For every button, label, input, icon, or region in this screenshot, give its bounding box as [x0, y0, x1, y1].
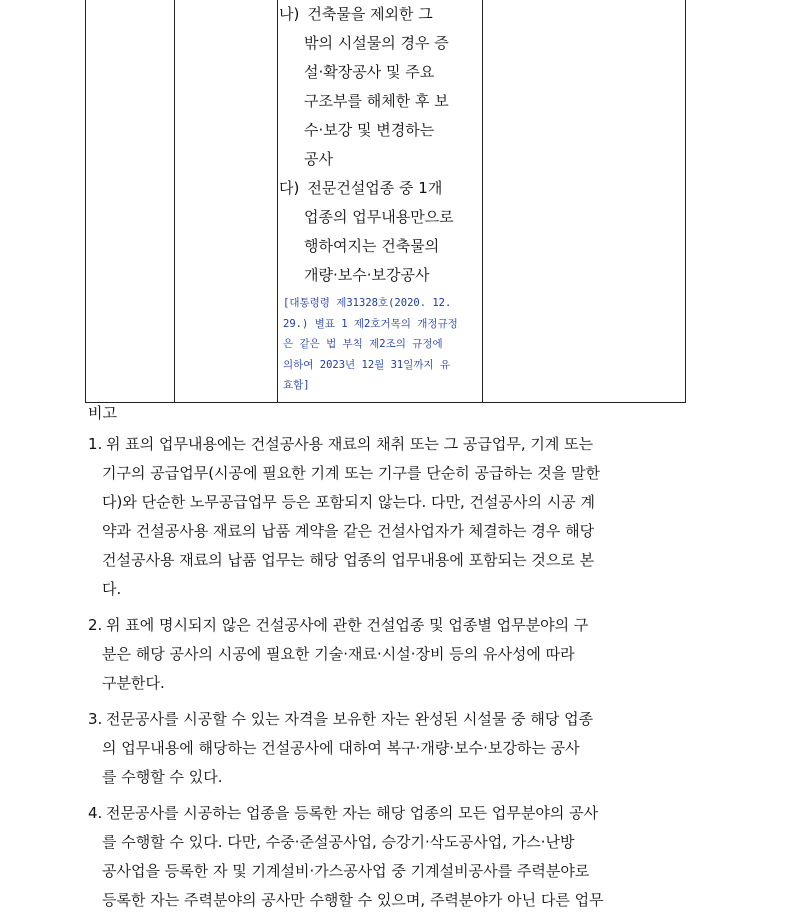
remark-4-line-1: 를 수행할 수 있다. 다만, 수중·준설공사업, 승강기·삭도공사업, 가스·난방 — [102, 833, 575, 851]
table-column-divider — [174, 0, 175, 402]
item-na-line-5: 공사 — [304, 150, 333, 168]
remark-1-line-4: 건설공사용 재료의 납품 업무는 해당 업종의 업무내용에 포함되는 것으로 본 — [102, 551, 595, 569]
remark-3-line-1: 의 업무내용에 해당하는 건설공사에 대하여 복구·개량·보수·보강하는 공사 — [102, 739, 580, 757]
remark-item-2 — [88, 611, 684, 698]
remark-3-number: 3. — [88, 710, 103, 728]
remark-2-line-2: 구분한다. — [102, 674, 165, 692]
remark-1-number: 1. — [88, 435, 103, 453]
remark-item-1 — [88, 430, 684, 604]
table-column-divider — [277, 0, 278, 402]
remark-4-line-0 — [88, 799, 684, 828]
item-da-line-0: 전문건설업종 중 1개 — [307, 179, 443, 197]
note-line-3: 의하여 2023년 12월 31일까지 유 — [283, 358, 451, 371]
remark-3-line-2: 를 수행할 수 있다. — [102, 768, 223, 786]
remark-3-line-0 — [88, 705, 684, 734]
remark-1-line-0 — [88, 430, 684, 459]
remark-4-line-2: 공사업을 등록한 자 및 기계설비·가스공사업 중 기계설비공사를 주력분야로 — [102, 862, 590, 880]
remark-4-number: 4. — [88, 804, 103, 822]
remark-2-line-1: 분은 해당 공사의 시공에 필요한 기술·재료·시설·장비 등의 유사성에 따라 — [102, 645, 575, 663]
remark-2-line-0 — [88, 611, 684, 640]
work-content-cell — [279, 0, 482, 396]
item-na-line-3: 구조부를 해체한 후 보 — [304, 92, 449, 110]
item-na-line-1: 밖의 시설물의 경우 증 — [304, 34, 449, 52]
item-na-first-line — [279, 0, 482, 29]
remark-1-line-2: 다)와 단순한 노무공급업무 등은 포함되지 않는다. 다만, 건설공사의 시공 계 — [102, 493, 596, 511]
remark-item-3 — [88, 705, 684, 792]
note-line-0: [대통령령 제31328호(2020. 12. — [283, 297, 452, 309]
item-da-line-3: 개량·보수·보강공사 — [304, 266, 430, 284]
table-column-divider — [482, 0, 483, 402]
item-na-line-2: 설·확장공사 및 주요 — [304, 63, 435, 81]
note-line-1: 29.) 별표 1 제2호거목의 개정규정 — [283, 317, 458, 330]
remark-1-text-0: 위 표의 업무내용에는 건설공사용 재료의 채취 또는 그 공급업무, 기계 또는 — [106, 435, 594, 453]
amendment-note — [279, 293, 482, 396]
item-na-line-0 — [307, 0, 482, 29]
item-na — [279, 0, 482, 174]
work-scope-table — [85, 0, 686, 403]
remark-4-line-3: 등록한 자는 주력분야의 공사만 수행할 수 있으며, 주력분야가 아닌 다른 업무 — [102, 891, 604, 909]
remark-2-text-0: 위 표에 명시되지 않은 건설공사에 관한 건설업종 및 업종별 업무분야의 구 — [106, 616, 589, 634]
remarks-list — [88, 430, 684, 922]
item-da — [279, 174, 482, 290]
item-da-label: 다) — [279, 179, 300, 197]
item-na-label: 나) — [279, 5, 300, 23]
note-line-4: 효함] — [283, 379, 310, 391]
item-da-line-2: 행하여지는 건축물의 — [304, 237, 440, 255]
remark-3-text-0: 전문공사를 시공할 수 있는 자격을 보유한 자는 완성된 시설물 중 해당 업종 — [106, 710, 594, 728]
remarks-title: 비고 — [88, 404, 117, 422]
remark-1-line-3: 약과 건설공사용 재료의 납품 계약을 같은 건설사업자가 체결하는 경우 해당 — [102, 522, 595, 540]
item-da-line-1: 업종의 업무내용만으로 — [304, 208, 454, 226]
remark-item-4 — [88, 799, 684, 915]
remark-4-text-0: 전문공사를 시공하는 업종을 등록한 자는 해당 업종의 모든 업무분야의 공사 — [106, 804, 599, 822]
item-na-line-4: 수·보강 및 변경하는 — [304, 121, 435, 139]
remark-2-number: 2. — [88, 616, 103, 634]
remark-1-line-5: 다. — [102, 580, 122, 598]
item-da-first-line — [279, 174, 482, 203]
item-na-text-0: 건축물을 제외한 그 — [307, 5, 433, 23]
remark-1-line-1: 기구의 공급업무(시공에 필요한 기계 또는 기구를 단순히 공급하는 것을 말한 — [102, 464, 600, 482]
note-line-2: 은 같은 법 부칙 제2조의 규정에 — [283, 338, 443, 350]
